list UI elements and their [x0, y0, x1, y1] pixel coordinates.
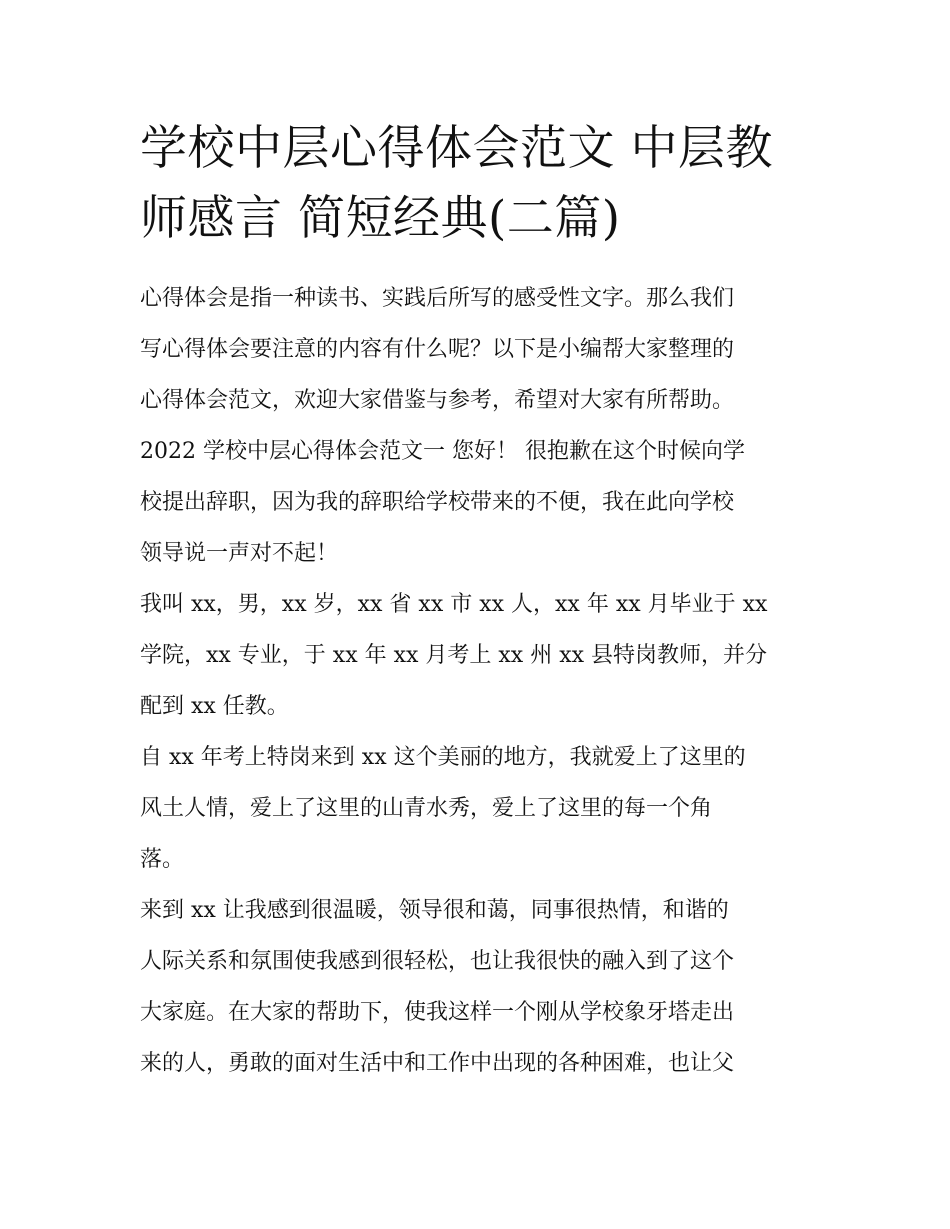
paragraph-love-place — [140, 732, 830, 885]
text-line: 来到 xx 让我感到很温暖，领导很和蔼，同事很热情，和谐的 — [140, 898, 729, 923]
paragraph-self-intro — [140, 579, 830, 732]
text-line: 心得体会是指一种读书、实践后所写的感受性文字。那么我们 — [140, 286, 735, 311]
text-line: 写心得体会要注意的内容有什么呢？以下是小编帮大家整理的 — [140, 337, 735, 362]
text-line: 自 xx 年考上特岗来到 xx 这个美丽的地方，我就爱上了这里的 — [140, 745, 746, 770]
text-line: 风土人情，爱上了这里的山青水秀，爱上了这里的每一个角 — [140, 796, 713, 821]
text-line: 学院，xx 专业，于 xx 年 xx 月考上 xx 州 xx 县特岗教师，并分 — [140, 643, 768, 668]
text-line: 2022 学校中层心得体会范文一 您好！ 很抱歉在这个时候向学 — [140, 439, 745, 464]
text-line: 来的人，勇敢的面对生活中和工作中出现的各种困难，也让父 — [140, 1051, 735, 1076]
text-line: 落。 — [140, 847, 185, 872]
text-line: 配到 xx 任教。 — [140, 694, 289, 719]
text-line: 领导说一声对不起！ — [140, 541, 339, 566]
title-line: 学校中层心得体会范文 中层教 — [140, 121, 773, 176]
document-body — [140, 273, 830, 1089]
paragraph-intro — [140, 273, 830, 579]
text-line: 我叫 xx，男，xx 岁，xx 省 xx 市 xx 人，xx 年 xx 月毕业于 xx — [140, 592, 768, 617]
document-title — [140, 114, 830, 254]
text-line: 大家庭。在大家的帮助下，使我这样一个刚从学校象牙塔走出 — [140, 1000, 735, 1025]
text-line: 人际关系和氛围使我感到很轻松，也让我很快的融入到了这个 — [140, 949, 735, 974]
paragraph-warmth — [140, 885, 830, 1089]
text-line: 校提出辞职，因为我的辞职给学校带来的不便，我在此向学校 — [140, 490, 735, 515]
title-line: 师感言 简短经典(二篇) — [140, 191, 621, 246]
text-line: 心得体会范文，欢迎大家借鉴与参考，希望对大家有所帮助。 — [140, 388, 735, 413]
